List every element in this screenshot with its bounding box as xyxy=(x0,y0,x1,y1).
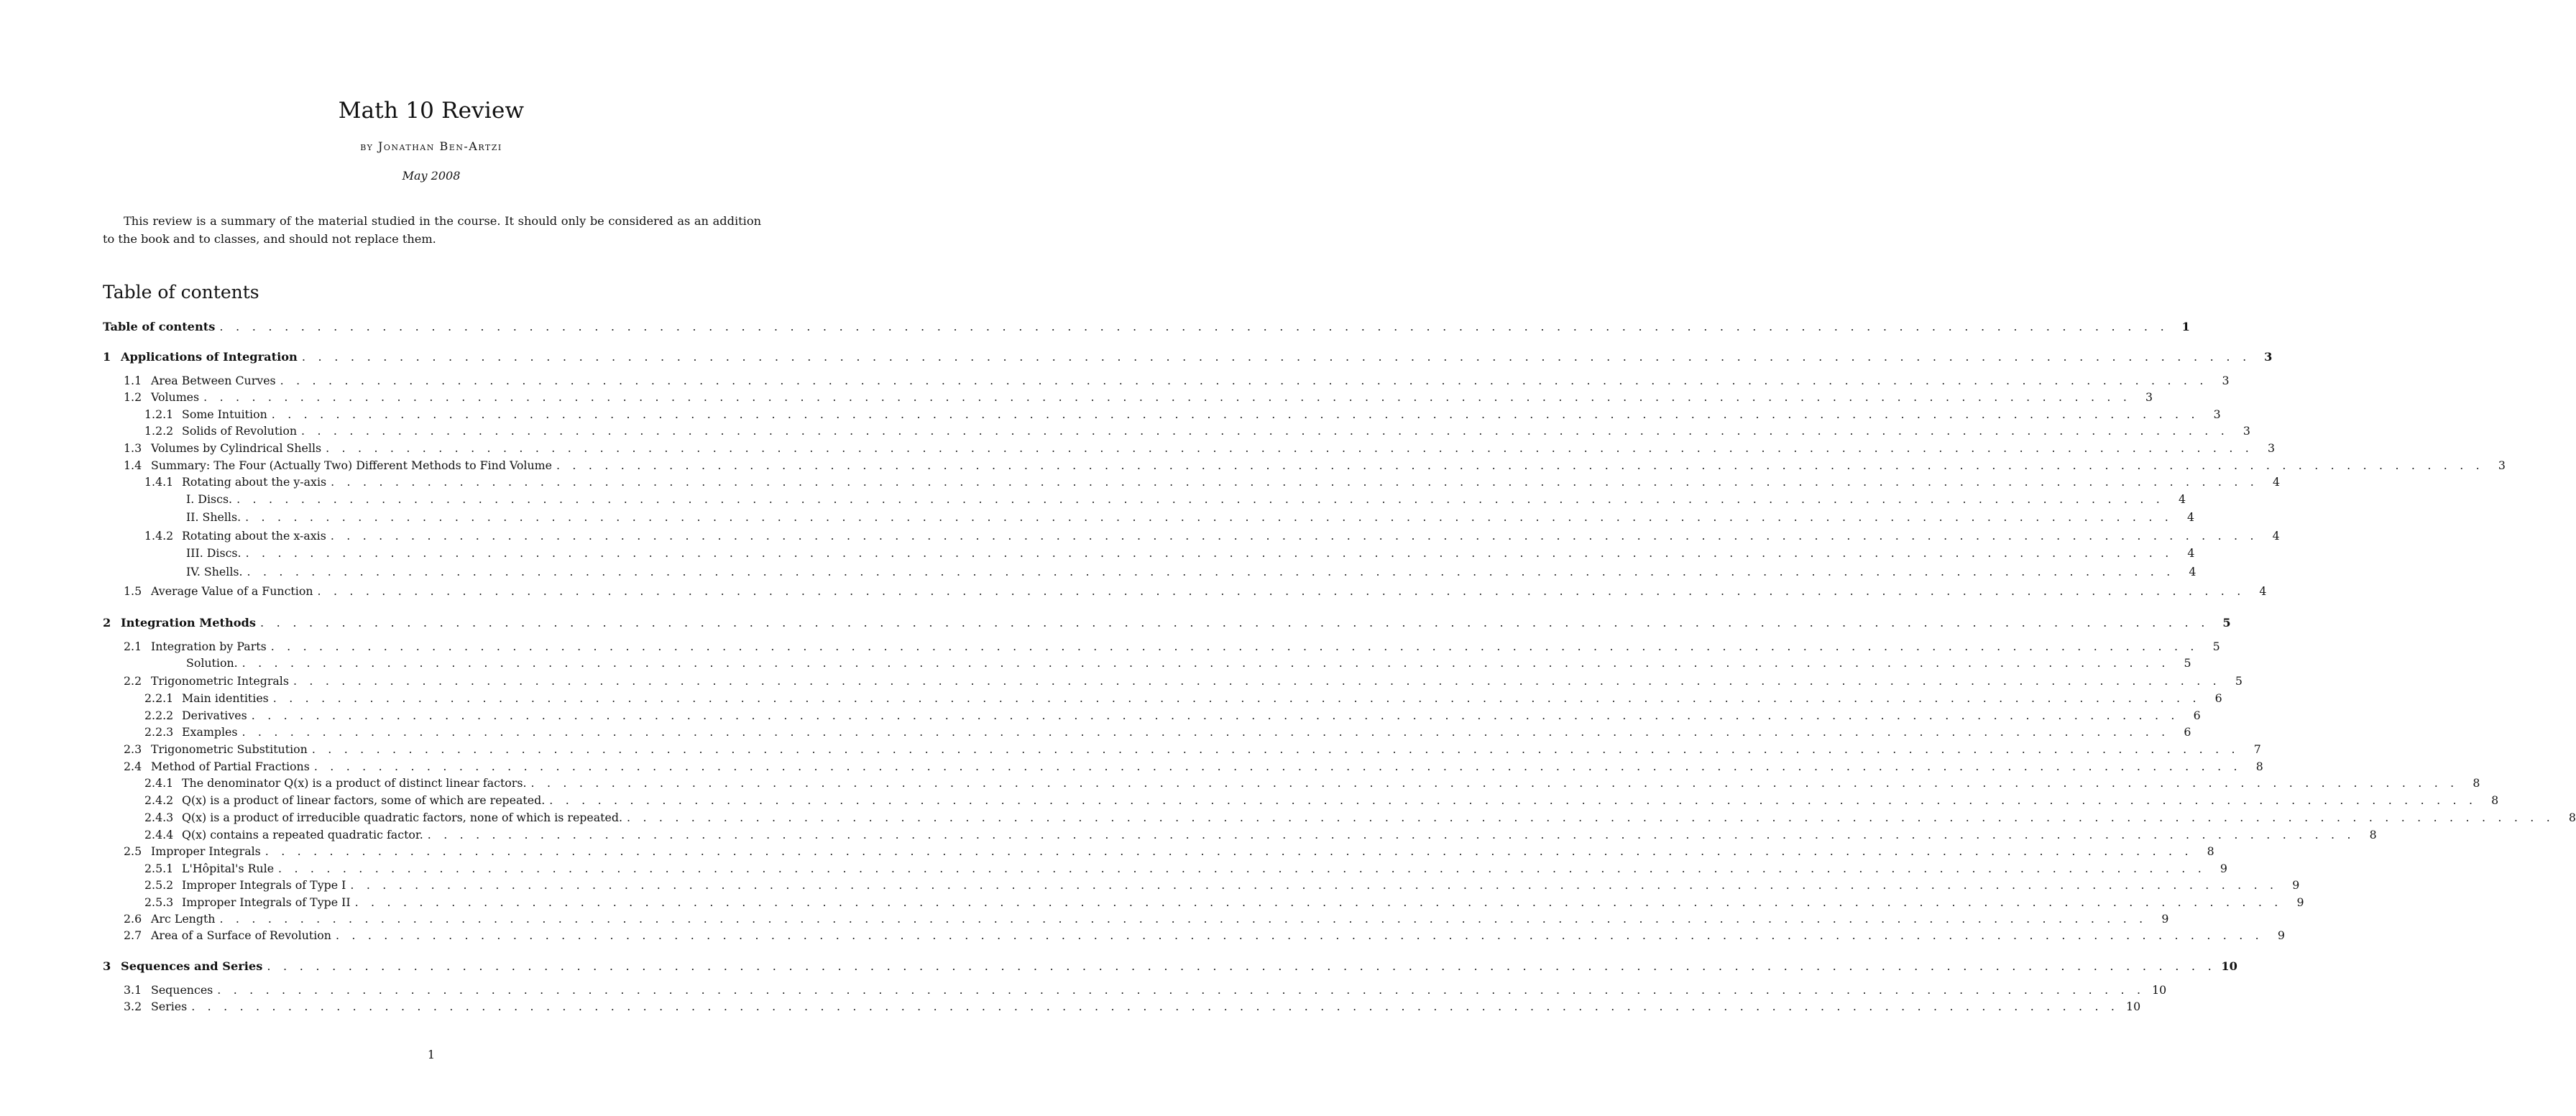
toc-dot-leader: . . . . . . . . . . . . . . . . . . . . . . . . . . . . . . . . . . . . . . . . . . . . . . . . . . . . . . . . . . . . . . . . . . . . . . . . . . . . . . . . . . . . . . . . . . . . . . . . . . . . . . . . . . . . . . . . . . . . . . . . xyxy=(278,862,2206,875)
toc-entry-title: The denominator Q(x) is a product of distinct linear factors. xyxy=(182,776,527,790)
toc-entry-number: 2.1 xyxy=(124,640,142,653)
toc-entry-number: 2.2.1 xyxy=(144,691,174,705)
toc-entry[interactable] xyxy=(103,318,2190,335)
toc-entry-title: Examples xyxy=(182,725,238,739)
toc-entry-page: 1 xyxy=(2181,320,2190,333)
toc-entry-page: 7 xyxy=(2253,742,2261,756)
toc-dot-leader: . . . . . . . . . . . . . . . . . . . . . . . . . . . . . . . . . . . . . . . . . . . . . . . . . . . . . . . . . . . . . . . . . . . . . . . . . . . . . . . . . . . . . . . . . . . . . . . . . . . . . . . . . . . . . . . . . . . . . . . . xyxy=(331,475,2259,489)
toc-entry-title: Improper Integrals of Type II xyxy=(182,895,351,909)
toc-entry-page: 8 xyxy=(2491,793,2499,807)
toc-entry-page: 6 xyxy=(2184,725,2191,739)
toc-entry-title: Solution. xyxy=(186,656,238,670)
toc-entry[interactable] xyxy=(103,673,2242,689)
toc-entry-title: Volumes xyxy=(151,390,200,404)
toc-entry[interactable] xyxy=(103,741,2261,757)
toc-entry-title: Series xyxy=(151,1000,188,1013)
toc-dot-leader: . . . . . . . . . . . . . . . . . . . . . . . . . . . . . . . . . . . . . . . . . . . . . . . . . . . . . . . . . . . . . . . . . . . . . . . . . . . . . . . . . . . . . . . . . . . . . . . . . . . . . . . . . . . . . . . . . . . . . . . . xyxy=(350,878,2278,892)
toc-entry-page: 4 xyxy=(2259,584,2267,598)
toc-entry-number: 2.5 xyxy=(124,844,142,858)
toc-entry-page: 5 xyxy=(2212,640,2220,653)
toc-dot-leader: . . . . . . . . . . . . . . . . . . . . . . . . . . . . . . . . . . . . . . . . . . . . . . . . . . . . . . . . . . . . . . . . . . . . . . . . . . . . . . . . . . . . . . . . . . . . . . . . . . . . . . . . . . . . . . . . . . . . . . . . xyxy=(301,424,2229,438)
toc-entry-page: 4 xyxy=(2272,475,2281,489)
toc-entry-number: 2.5.3 xyxy=(144,895,174,909)
toc-entry[interactable] xyxy=(103,707,2201,724)
toc-dot-leader: . . . . . . . . . . . . . . . . . . . . . . . . . . . . . . . . . . . . . . . . . . . . . . . . . . . . . . . . . . . . . . . . . . . . . . . . . . . . . . . . . . . . . . . . . . . . . . . . . . . . . . . . . . . . . . . . . . . . . . . . xyxy=(272,691,2201,705)
toc-entry-title: Integration by Parts xyxy=(151,640,267,653)
toc-entry[interactable] xyxy=(103,349,2273,365)
toc-entry-title: I. Discs. xyxy=(186,492,233,506)
toc-entry[interactable] xyxy=(103,877,2300,893)
toc-entry-number: 1.2.1 xyxy=(144,407,174,421)
toc-entry-title: Rotating about the y-axis xyxy=(182,475,327,489)
toc-entry-page: 10 xyxy=(2221,959,2237,973)
toc-entry-number: 2.4.3 xyxy=(144,811,174,824)
toc-entry[interactable] xyxy=(103,809,2576,826)
toc-entry-page: 3 xyxy=(2222,374,2230,387)
document-author: by Jonathan Ben-Artzi xyxy=(360,139,502,153)
toc-entry-number: 1.2 xyxy=(124,390,142,404)
toc-entry-title: Average Value of a Function xyxy=(151,584,313,598)
toc-entry-page: 8 xyxy=(2472,776,2480,790)
toc-entry-number: 1.3 xyxy=(124,441,142,455)
toc-dot-leader: . . . . . . . . . . . . . . . . . . . . . . . . . . . . . . . . . . . . . . . . . . . . . . . . . . . . . . . . . . . . . . . . . . . . . . . . . . . . . . . . . . . . . . . . . . . . . . . . . . . . . . . . . . . . . . . . . . . . . . . . xyxy=(549,793,2478,807)
toc-entry[interactable] xyxy=(103,894,2304,910)
toc-dot-leader: . . . . . . . . . . . . . . . . . . . . . . . . . . . . . . . . . . . . . . . . . . . . . . . . . . . . . . . . . . . . . . . . . . . . . . . . . . . . . . . . . . . . . . . . . . . . . . . . . . . . . . . . . . . . . . . . . . . . . . . . xyxy=(427,828,2355,841)
toc-entry[interactable] xyxy=(103,958,2237,974)
toc-dot-leader: . . . . . . . . . . . . . . . . . . . . . . . . . . . . . . . . . . . . . . . . . . . . . . . . . . . . . . . . . . . . . . . . . . . . . . . . . . . . . . . . . . . . . . . . . . . . . . . . . . . . . . . . . . . . . . . . . . . . . . . . xyxy=(317,584,2245,598)
toc-entry-page: 4 xyxy=(2186,510,2195,524)
toc-entry-title: Some Intuition xyxy=(182,407,267,421)
toc-entry-number: 1.2.2 xyxy=(144,424,174,438)
toc-entry-number: 3.2 xyxy=(124,1000,142,1013)
toc-entry-page: 3 xyxy=(2264,350,2273,364)
toc-entry-number: 2.7 xyxy=(124,928,142,942)
toc-dot-leader: . . . . . . . . . . . . . . . . . . . . . . . . . . . . . . . . . . . . . . . . . . . . . . . . . . . . . . . . . . . . . . . . . . . . . . . . . . . . . . . . . . . . . . . . . . . . . . . . . . . . . . . . . . . . . . . . . . . . . . . . xyxy=(245,510,2174,524)
toc-entry[interactable] xyxy=(103,724,2191,740)
toc-entry[interactable] xyxy=(103,843,2214,859)
document-title: Math 10 Review xyxy=(338,98,525,124)
toc-entry-page: 4 xyxy=(2187,546,2195,560)
toc-entry-number: 2.4 xyxy=(124,760,142,773)
toc-entry-title: Arc Length xyxy=(151,912,216,926)
toc-entry-number: 1 xyxy=(103,350,111,364)
toc-entry-title: Q(x) is a product of linear factors, some of which are repeated. xyxy=(182,793,546,807)
toc-entry-number: 2.2.2 xyxy=(144,709,174,722)
toc-entry-number: 2.5.1 xyxy=(144,862,174,875)
toc-entry-title: L'Hôpital's Rule xyxy=(182,862,275,875)
toc-dot-leader: . . . . . . . . . . . . . . . . . . . . . . . . . . . . . . . . . . . . . . . . . . . . . . . . . . . . . . . . . . . . . . . . . . . . . . . . . . . . . . . . . . . . . . . . . . . . . . . . . . . . . . . . . . . . . . . . . . . . . . . . xyxy=(311,742,2240,756)
toc-dot-leader: . . . . . . . . . . . . . . . . . . . . . . . . . . . . . . . . . . . . . . . . . . . . . . . . . . . . . . . . . . . . . . . . . . . . . . . . . . . . . . . . . . . . . . . . . . . . . . . . . . . . . . . . . . . . . . . . . . . . . . . . xyxy=(247,565,2175,578)
page-number: 1 xyxy=(427,1048,436,1061)
toc-entry[interactable] xyxy=(103,491,2186,507)
toc-entry-title: Summary: The Four (Actually Two) Different Methods to Find Volume xyxy=(151,458,552,472)
toc-entry-title: Method of Partial Fractions xyxy=(151,760,310,773)
toc-entry[interactable] xyxy=(103,406,2221,423)
toc-entry-page: 6 xyxy=(2214,691,2222,705)
toc-dot-leader: . . . . . . . . . . . . . . . . . . . . . . . . . . . . . . . . . . . . . . . . . . . . . . . . . . . . . . . . . . . . . . . . . . . . . . . . . . . . . . . . . . . . . . . . . . . . . . . . . . . . . . . . . . . . . . . . . . . . . . . . xyxy=(251,709,2179,722)
toc-entry-page: 4 xyxy=(2178,492,2186,506)
toc-entry-title: Sequences xyxy=(151,983,213,997)
toc-entry-number: 1.4.1 xyxy=(144,475,174,489)
toc-entry[interactable] xyxy=(103,775,2480,791)
toc-entry-title: Volumes by Cylindrical Shells xyxy=(151,441,322,455)
toc-entry-title: Area of a Surface of Revolution xyxy=(151,928,331,942)
toc-entry[interactable] xyxy=(103,860,2227,877)
toc-entry[interactable] xyxy=(103,372,2230,389)
toc-entry-title: Derivatives xyxy=(182,709,247,722)
toc-entry[interactable] xyxy=(103,440,2276,456)
toc-dot-leader: . . . . . . . . . . . . . . . . . . . . . . . . . . . . . . . . . . . . . . . . . . . . . . . . . . . . . . . . . . . . . . . . . . . . . . . . . . . . . . . . . . . . . . . . . . . . . . . . . . . . . . . . . . . . . . . . . . . . . . . . xyxy=(271,407,2199,421)
toc-entry[interactable] xyxy=(103,563,2196,580)
toc-entry-number: 2.5.2 xyxy=(144,878,174,892)
toc-entry-number: 1.4.2 xyxy=(144,529,174,543)
toc-entry-title: Integration Methods xyxy=(121,616,256,630)
toc-dot-leader: . . . . . . . . . . . . . . . . . . . . . . . . . . . . . . . . . . . . . . . . . . . . . . . . . . . . . . . . . . . . . . . . . . . . . . . . . . . . . . . . . . . . . . . . . . . . . . . . . . . . . . . . . . . . . . . . . . . . . . . . xyxy=(219,912,2148,926)
toc-dot-leader: . . . . . . . . . . . . . . . . . . . . . . . . . . . . . . . . . . . . . . . . . . . . . . . . . . . . . . . . . . . . . . . . . . . . . . . . . . . . . . . . . . . . . . . . . . . . . . . . . . . . . . . . . . . . . . . . . . . . . . . . xyxy=(203,390,2132,404)
toc-entry[interactable] xyxy=(103,792,2499,808)
toc-entry[interactable] xyxy=(103,614,2231,631)
toc-entry-title: Trigonometric Substitution xyxy=(151,742,308,756)
toc-entry[interactable] xyxy=(103,457,2506,474)
toc-entry-number: 2.3 xyxy=(124,742,142,756)
toc-entry-number: 2.4.2 xyxy=(144,793,174,807)
toc-entry-page: 9 xyxy=(2292,878,2300,892)
toc-entry-page: 9 xyxy=(2161,912,2169,926)
toc-entry[interactable] xyxy=(103,423,2250,439)
toc-entry-number: 2 xyxy=(103,616,111,630)
toc-entry-title: Table of contents xyxy=(103,320,216,333)
toc-entry-number: 2.4.4 xyxy=(144,828,174,841)
toc-entry-number: 2.6 xyxy=(124,912,142,926)
toc-dot-leader: . . . . . . . . . . . . . . . . . . . . . . . . . . . . . . . . . . . . . . . . . . . . . . . . . . . . . . . . . . . . . . . . . . . . . . . . . . . . . . . . . . . . . . . . . . . . . . . . . . . . . . . . . . . . . . . . . . . . . . . . xyxy=(330,529,2258,543)
toc-entry-number: 2.2.3 xyxy=(144,725,174,739)
toc-dot-leader: . . . . . . . . . . . . . . . . . . . . . . . . . . . . . . . . . . . . . . . . . . . . . . . . . . . . . . . . . . . . . . . . . . . . . . . . . . . . . . . . . . . . . . . . . . . . . . . . . . . . . . . . . . . . . . . . . . . . . . . . xyxy=(217,983,2145,997)
toc-entry-title: II. Shells. xyxy=(186,510,242,524)
document-date: May 2008 xyxy=(402,169,461,183)
toc-entry-page: 9 xyxy=(2277,928,2285,942)
toc-entry[interactable] xyxy=(103,758,2263,775)
toc-dot-leader: . . . . . . . . . . . . . . . . . . . . . . . . . . . . . . . . . . . . . . . . . . . . . . . . . . . . . . . . . . . . . . . . . . . . . . . . . . . . . . . . . . . . . . . . . . . . . . . . . . . . . . . . . . . . . . . . . . . . . . . . xyxy=(264,844,2193,858)
toc-entry[interactable] xyxy=(103,982,2167,998)
toc-dot-leader: . . . . . . . . . . . . . . . . . . . . . . . . . . . . . . . . . . . . . . . . . . . . . . . . . . . . . . . . . . . . . . . . . . . . . . . . . . . . . . . . . . . . . . . . . . . . . . . . . . . . . . . . . . . . . . . . . . . . . . . . xyxy=(219,320,2168,333)
toc-dot-leader: . . . . . . . . . . . . . . . . . . . . . . . . . . . . . . . . . . . . . . . . . . . . . . . . . . . . . . . . . . . . . . . . . . . . . . . . . . . . . . . . . . . . . . . . . . . . . . . . . . . . . . . . . . . . . . . . . . . . . . . . xyxy=(236,492,2165,506)
toc-entry[interactable] xyxy=(103,474,2281,490)
toc-entry-page: 3 xyxy=(2267,441,2276,455)
toc-entry-number: 1.5 xyxy=(124,584,142,598)
toc-entry-title: Applications of Integration xyxy=(121,350,298,364)
toc-dot-leader: . . . . . . . . . . . . . . . . . . . . . . . . . . . . . . . . . . . . . . . . . . . . . . . . . . . . . . . . . . . . . . . . . . . . . . . . . . . . . . . . . . . . . . . . . . . . . . . . . . . . . . . . . . . . . . . . . . . . . . . . xyxy=(280,374,2208,387)
toc-entry-title: Q(x) contains a repeated quadratic factor. xyxy=(182,828,423,841)
toc-entry[interactable] xyxy=(103,638,2220,655)
toc-entry[interactable] xyxy=(103,826,2377,843)
toc-dot-leader: . . . . . . . . . . . . . . . . . . . . . . . . . . . . . . . . . . . . . . . . . . . . . . . . . . . . . . . . . . . . . . . . . . . . . . . . . . . . . . . . . . . . . . . . . . . . . . . . . . . . . . . . . . . . . . . . . . . . . . . . xyxy=(530,776,2459,790)
toc-entry-page: 3 xyxy=(2242,424,2250,438)
toc-entry[interactable] xyxy=(103,927,2285,944)
toc-dot-leader: . . . . . . . . . . . . . . . . . . . . . . . . . . . . . . . . . . . . . . . . . . . . . . . . . . . . . . . . . . . . . . . . . . . . . . . . . . . . . . . . . . . . . . . . . . . . . . . . . . . . . . . . . . . . . . . . . . . . . . . . xyxy=(556,458,2484,472)
toc-entry-title: III. Discs. xyxy=(186,546,242,560)
toc-entry-page: 3 xyxy=(2498,458,2506,472)
toc-entry-page: 3 xyxy=(2145,390,2153,404)
toc-dot-leader: . . . . . . . . . . . . . . . . . . . . . . . . . . . . . . . . . . . . . . . . . . . . . . . . . . . . . . . . . . . . . . . . . . . . . . . . . . . . . . . . . . . . . . . . . . . . . . . . . . . . . . . . . . . . . . . . . . . . . . . . xyxy=(267,959,2216,973)
toc-entry-number: 2.4.1 xyxy=(144,776,174,790)
toc-entry-title: Improper Integrals xyxy=(151,844,261,858)
toc-entry-page: 8 xyxy=(2369,828,2377,841)
toc-dot-leader: . . . . . . . . . . . . . . . . . . . . . . . . . . . . . . . . . . . . . . . . . . . . . . . . . . . . . . . . . . . . . . . . . . . . . . . . . . . . . . . . . . . . . . . . . . . . . . . . . . . . . . . . . . . . . . . . . . . . . . . . xyxy=(242,656,2170,670)
toc-dot-leader: . . . . . . . . . . . . . . . . . . . . . . . . . . . . . . . . . . . . . . . . . . . . . . . . . . . . . . . . . . . . . . . . . . . . . . . . . . . . . . . . . . . . . . . . . . . . . . . . . . . . . . . . . . . . . . . . . . . . . . . . xyxy=(313,760,2242,773)
toc-entry[interactable] xyxy=(103,655,2191,671)
toc-entry-page: 5 xyxy=(2184,656,2191,670)
toc-entry-page: 4 xyxy=(2272,529,2280,543)
toc-dot-leader: . . . . . . . . . . . . . . . . . . . . . . . . . . . . . . . . . . . . . . . . . . . . . . . . . . . . . . . . . . . . . . . . . . . . . . . . . . . . . . . . . . . . . . . . . . . . . . . . . . . . . . . . . . . . . . . . . . . . . . . . xyxy=(259,616,2209,630)
toc-entry-title: Solids of Revolution xyxy=(182,424,298,438)
toc-entry-page: 10 xyxy=(2126,1000,2141,1013)
toc-entry-title: Area Between Curves xyxy=(151,374,276,387)
toc-dot-leader: . . . . . . . . . . . . . . . . . . . . . . . . . . . . . . . . . . . . . . . . . . . . . . . . . . . . . . . . . . . . . . . . . . . . . . . . . . . . . . . . . . . . . . . . . . . . . . . . . . . . . . . . . . . . . . . . . . . . . . . . xyxy=(242,725,2170,739)
toc-entry-page: 6 xyxy=(2193,709,2201,722)
toc-dot-leader: . . . . . . . . . . . . . . . . . . . . . . . . . . . . . . . . . . . . . . . . . . . . . . . . . . . . . . . . . . . . . . . . . . . . . . . . . . . . . . . . . . . . . . . . . . . . . . . . . . . . . . . . . . . . . . . . . . . . . . . . xyxy=(627,811,2554,824)
toc-entry[interactable] xyxy=(103,527,2280,544)
toc-dot-leader: . . . . . . . . . . . . . . . . . . . . . . . . . . . . . . . . . . . . . . . . . . . . . . . . . . . . . . . . . . . . . . . . . . . . . . . . . . . . . . . . . . . . . . . . . . . . . . . . . . . . . . . . . . . . . . . . . . . . . . . . xyxy=(301,350,2251,364)
toc-dot-leader: . . . . . . . . . . . . . . . . . . . . . . . . . . . . . . . . . . . . . . . . . . . . . . . . . . . . . . . . . . . . . . . . . . . . . . . . . . . . . . . . . . . . . . . . . . . . . . . . . . . . . . . . . . . . . . . . . . . . . . . . xyxy=(326,441,2254,455)
toc-dot-leader: . . . . . . . . . . . . . . . . . . . . . . . . . . . . . . . . . . . . . . . . . . . . . . . . . . . . . . . . . . . . . . . . . . . . . . . . . . . . . . . . . . . . . . . . . . . . . . . . . . . . . . . . . . . . . . . . . . . . . . . . xyxy=(191,1000,2120,1013)
toc-dot-leader: . . . . . . . . . . . . . . . . . . . . . . . . . . . . . . . . . . . . . . . . . . . . . . . . . . . . . . . . . . . . . . . . . . . . . . . . . . . . . . . . . . . . . . . . . . . . . . . . . . . . . . . . . . . . . . . . . . . . . . . . xyxy=(335,928,2263,942)
toc-entry-number: 2.2 xyxy=(124,674,142,688)
toc-dot-leader: . . . . . . . . . . . . . . . . . . . . . . . . . . . . . . . . . . . . . . . . . . . . . . . . . . . . . . . . . . . . . . . . . . . . . . . . . . . . . . . . . . . . . . . . . . . . . . . . . . . . . . . . . . . . . . . . . . . . . . . . xyxy=(293,674,2221,688)
toc-entry-page: 5 xyxy=(2222,616,2231,630)
abstract-text: This review is a summary of the material studied in the course. It should only be considered as an addition to the book and to classes, and should not replace them. xyxy=(103,214,761,246)
toc-dot-leader: . . . . . . . . . . . . . . . . . . . . . . . . . . . . . . . . . . . . . . . . . . . . . . . . . . . . . . . . . . . . . . . . . . . . . . . . . . . . . . . . . . . . . . . . . . . . . . . . . . . . . . . . . . . . . . . . . . . . . . . . xyxy=(245,546,2174,560)
toc-entry-number: 1.1 xyxy=(124,374,142,387)
toc-entry-number: 3.1 xyxy=(124,983,142,997)
toc-heading: Table of contents xyxy=(103,282,259,303)
toc-entry-number: 1.4 xyxy=(124,458,142,472)
toc-entry-page: 8 xyxy=(2255,760,2263,773)
toc-entry-page: 10 xyxy=(2152,983,2167,997)
toc-entry[interactable] xyxy=(103,690,2222,706)
toc-dot-leader: . . . . . . . . . . . . . . . . . . . . . . . . . . . . . . . . . . . . . . . . . . . . . . . . . . . . . . . . . . . . . . . . . . . . . . . . . . . . . . . . . . . . . . . . . . . . . . . . . . . . . . . . . . . . . . . . . . . . . . . . xyxy=(270,640,2199,653)
toc-entry-number: 3 xyxy=(103,959,111,973)
toc-dot-leader: . . . . . . . . . . . . . . . . . . . . . . . . . . . . . . . . . . . . . . . . . . . . . . . . . . . . . . . . . . . . . . . . . . . . . . . . . . . . . . . . . . . . . . . . . . . . . . . . . . . . . . . . . . . . . . . . . . . . . . . . xyxy=(354,895,2283,909)
toc-entry-page: 9 xyxy=(2296,895,2304,909)
toc-entry-title: Rotating about the x-axis xyxy=(182,529,326,543)
toc-entry-page: 8 xyxy=(2568,811,2576,824)
toc-entry-page: 4 xyxy=(2189,565,2196,578)
toc-entry[interactable] xyxy=(103,583,2267,599)
toc-entry[interactable] xyxy=(103,910,2169,927)
toc-entry[interactable] xyxy=(103,545,2195,561)
toc-entry-page: 8 xyxy=(2207,844,2214,858)
toc-entry-page: 3 xyxy=(2213,407,2221,421)
toc-entry-title: Q(x) is a product of irreducible quadratic factors, none of which is repeated. xyxy=(182,811,623,824)
toc-entry-title: Trigonometric Integrals xyxy=(151,674,289,688)
toc-entry-page: 9 xyxy=(2220,862,2227,875)
toc-entry[interactable] xyxy=(103,389,2153,405)
toc-entry[interactable] xyxy=(103,509,2195,525)
toc-entry[interactable] xyxy=(103,998,2141,1015)
toc-entry-title: Improper Integrals of Type I xyxy=(182,878,346,892)
toc-entry-page: 5 xyxy=(2235,674,2242,688)
toc-entry-title: Sequences and Series xyxy=(121,959,263,973)
toc-entry-title: IV. Shells. xyxy=(186,565,243,578)
toc-entry-title: Main identities xyxy=(182,691,269,705)
table-of-contents xyxy=(103,0,2576,1116)
